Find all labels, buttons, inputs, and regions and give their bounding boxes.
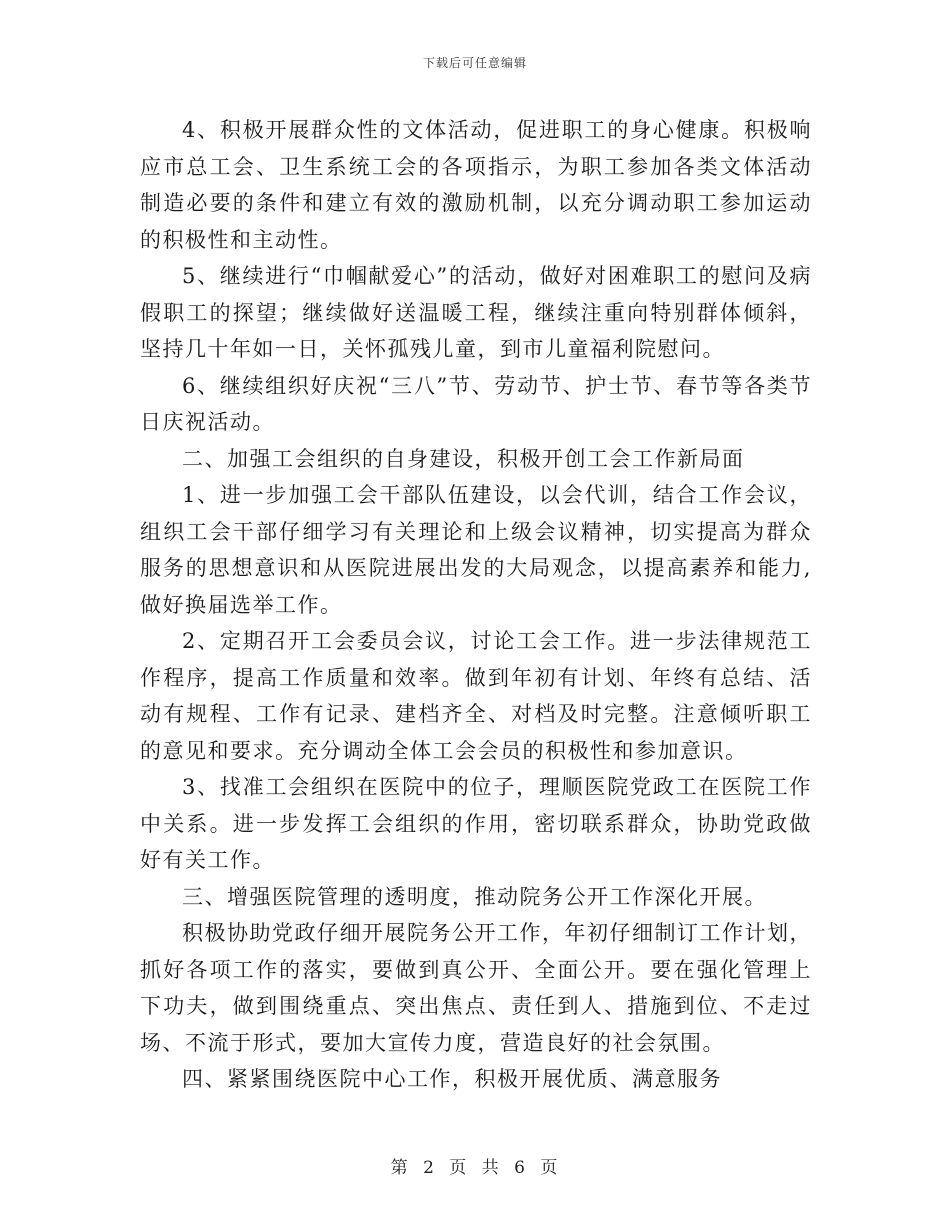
section-heading-3: 三、增强医院管理的透明度，推动院务公开工作深化开展。 [182,884,767,909]
paragraph-item-2-committee-meetings: 2、定期召开工会委员会议，讨论工会工作。进一步法律规范工作程序，提高工作质量和效率。做到年初有计划、年终有总结、活动有规程、工作有记录、建档齐全、对档及时完整。注意倾听职工的意见和要求。充分调动全体工会会员的积极性和参加意识。 [140,629,812,763]
paragraph-transparency-work: 积极协助党政仔细开展院务公开工作，年初仔细制订工作计划，抓好各项工作的落实，要做到真公开、全面公开。要在强化管理上下功夫，做到围绕重点、突出焦点、责任到人、措施到位、不走过场、不流于形式，要加大宣传力度，营造良好的社会氛围。 [140,921,812,1055]
paragraph-item-4-culture-sports: 4、积极开展群众性的文体活动，促进职工的身心健康。积极响应市总工会、卫生系统工会的各项指示，为职工参加各类文体活动制造必要的条件和建立有效的激励机制，以充分调动职工参加运动的积极性和主动性。 [140,118,812,252]
section-heading-4: 四、紧紧围绕医院中心工作，积极开展优质、满意服务 [182,1067,722,1091]
paragraph-item-1-cadre-building: 1、进一步加强工会干部队伍建设，以会代训，结合工作会议，组织工会干部仔细学习有关理论和上级会议精神，切实提高为群众服务的思想意识和从医院进展出发的大局观念，以提高素养和能力,做好换届选举工作。 [140,483,812,617]
page-header-note: 下载后可任意编辑 [422,56,527,70]
paragraph-item-6-holiday-celebrations: 6、继续组织好庆祝“三八”节、劳动节、护士节、春节等各类节日庆祝活动。 [140,373,812,434]
document-body [140,112,812,1098]
page-number: 第 2 页 共 6 页 [390,1158,560,1178]
section-heading-2: 二、加强工会组织的自身建设，积极开创工会工作新局面 [182,446,745,471]
paragraph-item-3-union-position: 3、找准工会组织在医院中的位子，理顺医院党政工在医院工作中关系。进一步发挥工会组织的作用，密切联系群众，协助党政做好有关工作。 [140,775,812,872]
paragraph-item-5-care-activities: 5、继续进行“巾帼献爱心”的活动，做好对困难职工的慰问及病假职工的探望；继续做好送温暖工程，继续注重向特别群体倾斜，坚持几十年如一日，关怀孤残儿童，到市儿童福利院慰问。 [140,264,812,361]
